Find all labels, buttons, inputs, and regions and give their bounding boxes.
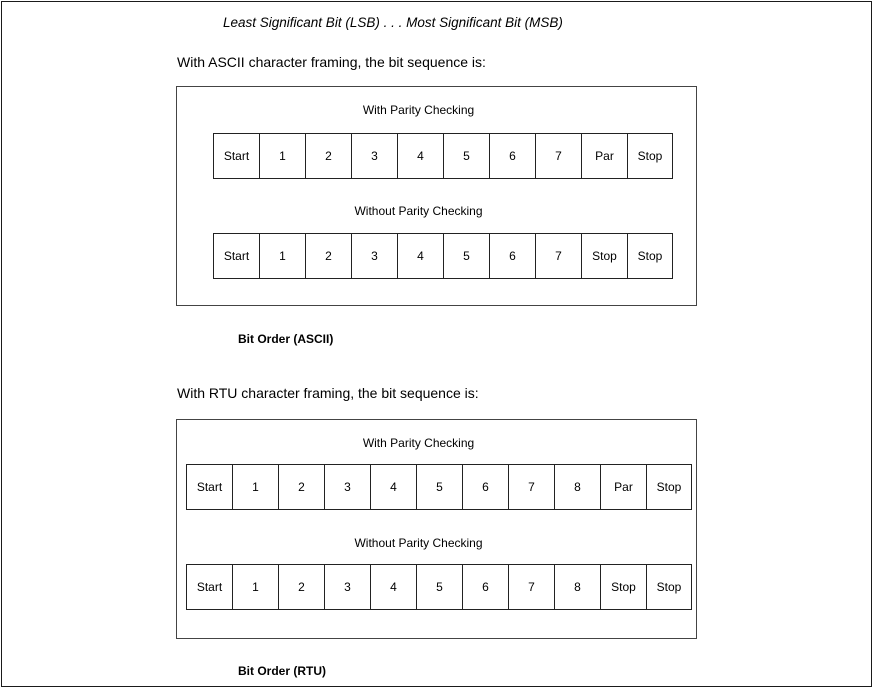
rtu-with-parity-bit-cell: 4: [370, 464, 416, 510]
ascii-with-parity-bit-cell: Stop: [627, 133, 673, 179]
ascii-without-parity-row: [213, 233, 673, 279]
ascii-without-parity-bit-cell: Stop: [581, 233, 627, 279]
ascii-frame-box: [176, 86, 697, 306]
rtu-with-parity-bit-cell: Start: [186, 464, 232, 510]
rtu-without-parity-bit-cell: 7: [508, 564, 554, 610]
rtu-frame-box: [176, 419, 697, 639]
ascii-without-parity-bit-cell: 6: [489, 233, 535, 279]
rtu-with-parity-bit-cell: 5: [416, 464, 462, 510]
rtu-without-parity-bit-cell: 6: [462, 564, 508, 610]
rtu-without-parity-bit-cell: 1: [232, 564, 278, 610]
ascii-without-parity-bit-cell: Stop: [627, 233, 673, 279]
rtu-with-parity-bit-cell: 3: [324, 464, 370, 510]
rtu-with-parity-bit-cell: 2: [278, 464, 324, 510]
ascii-with-parity-bit-cell: 4: [397, 133, 443, 179]
rtu-without-parity-title: Without Parity Checking: [354, 536, 483, 550]
lsb-msb-heading: Least Significant Bit (LSB) . . . Most Significant Bit (MSB): [223, 15, 563, 30]
rtu-with-parity-title: With Parity Checking: [362, 436, 475, 450]
rtu-without-parity-bit-cell: Stop: [600, 564, 646, 610]
ascii-intro-text: With ASCII character framing, the bit sequence is:: [177, 54, 486, 70]
ascii-with-parity-bit-cell: Start: [213, 133, 259, 179]
rtu-intro-text: With RTU character framing, the bit sequence is:: [177, 385, 479, 401]
rtu-without-parity-bit-cell: Stop: [646, 564, 692, 610]
rtu-with-parity-bit-cell: 6: [462, 464, 508, 510]
rtu-with-parity-bit-cell: 1: [232, 464, 278, 510]
rtu-without-parity-bit-cell: 3: [324, 564, 370, 610]
ascii-without-parity-bit-cell: Start: [213, 233, 259, 279]
rtu-without-parity-row: [186, 564, 692, 610]
rtu-with-parity-bit-cell: Stop: [646, 464, 692, 510]
ascii-without-parity-bit-cell: 2: [305, 233, 351, 279]
ascii-caption: Bit Order (ASCII): [238, 332, 334, 346]
ascii-without-parity-bit-cell: 1: [259, 233, 305, 279]
rtu-with-parity-bit-cell: 7: [508, 464, 554, 510]
rtu-with-parity-row: [186, 464, 692, 510]
rtu-with-parity-bit-cell: 8: [554, 464, 600, 510]
rtu-without-parity-bit-cell: 2: [278, 564, 324, 610]
ascii-with-parity-bit-cell: 1: [259, 133, 305, 179]
ascii-with-parity-bit-cell: 2: [305, 133, 351, 179]
ascii-without-parity-bit-cell: 5: [443, 233, 489, 279]
rtu-with-parity-bit-cell: Par: [600, 464, 646, 510]
rtu-caption: Bit Order (RTU): [238, 664, 326, 678]
document-page: [1, 1, 872, 687]
ascii-without-parity-title: Without Parity Checking: [354, 204, 483, 218]
ascii-without-parity-bit-cell: 7: [535, 233, 581, 279]
ascii-with-parity-bit-cell: 7: [535, 133, 581, 179]
ascii-with-parity-bit-cell: Par: [581, 133, 627, 179]
ascii-with-parity-bit-cell: 5: [443, 133, 489, 179]
rtu-without-parity-bit-cell: 5: [416, 564, 462, 610]
ascii-with-parity-row: [213, 133, 673, 179]
rtu-without-parity-bit-cell: 8: [554, 564, 600, 610]
ascii-with-parity-bit-cell: 3: [351, 133, 397, 179]
ascii-with-parity-title: With Parity Checking: [362, 103, 475, 117]
ascii-with-parity-bit-cell: 6: [489, 133, 535, 179]
rtu-without-parity-bit-cell: 4: [370, 564, 416, 610]
ascii-without-parity-bit-cell: 3: [351, 233, 397, 279]
ascii-without-parity-bit-cell: 4: [397, 233, 443, 279]
rtu-without-parity-bit-cell: Start: [186, 564, 232, 610]
